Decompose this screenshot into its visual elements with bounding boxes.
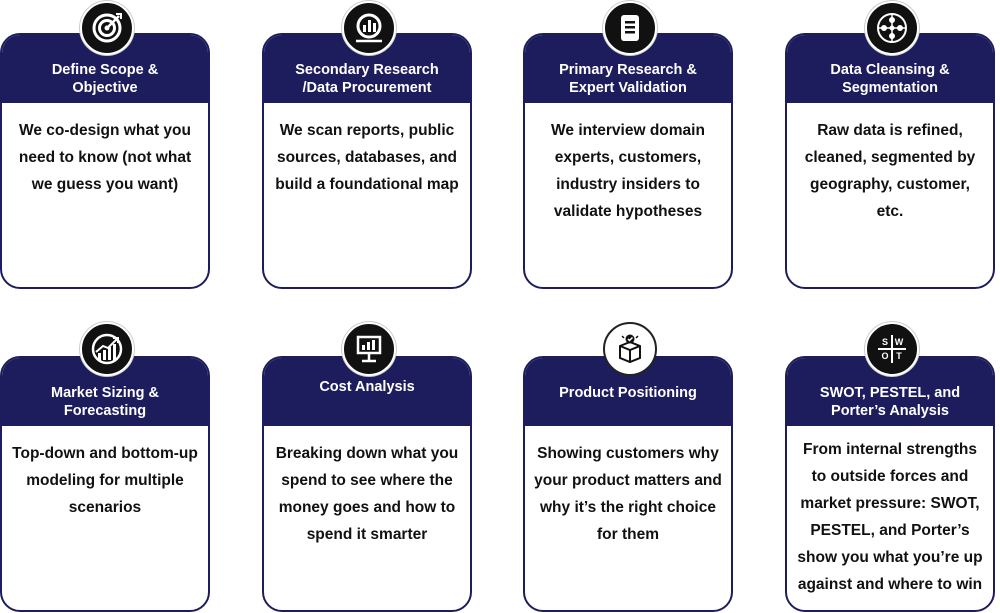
card-text: From internal strengths to outside forces and market pressure: SWOT, PESTEL, and Porter’s show you what you’re up against and where to win (797, 441, 983, 593)
growth-chart-icon (80, 322, 134, 376)
card-title: Cost Analysis (319, 379, 415, 395)
swot-letter: S (881, 337, 889, 347)
product-box-icon (603, 322, 657, 376)
card-cost-analysis (262, 356, 472, 612)
document-icon (603, 1, 657, 55)
card-title: Primary Research & Expert Validation (559, 62, 697, 96)
card-define-scope (0, 33, 210, 289)
swot-grid-icon (865, 322, 919, 376)
card-text: Breaking down what you spend to see where the money goes and how to spend it smarter (275, 445, 459, 543)
card-title: Product Positioning (559, 385, 697, 401)
card-product-positioning (523, 356, 733, 612)
target-icon (80, 1, 134, 55)
chart-magnifier-icon (342, 1, 396, 55)
card-text: We scan reports, public sources, databases, and build a foundational map (275, 122, 459, 193)
card-title: Market Sizing & Forecasting (51, 385, 159, 419)
swot-letter: T (896, 351, 902, 361)
swot-letter: W (894, 337, 904, 347)
card-text: We interview domain experts, customers, industry insiders to validate hypotheses (551, 122, 705, 220)
card-text: We co-design what you need to know (not what we guess you want) (18, 122, 192, 193)
card-text: Raw data is refined, cleaned, segmented by geography, customer, etc. (804, 122, 976, 220)
presentation-board-icon (342, 322, 396, 376)
card-title: Secondary Research /Data Procurement (295, 62, 439, 96)
card-data-cleansing (785, 33, 995, 289)
segmentation-icon (865, 1, 919, 55)
card-market-sizing (0, 356, 210, 612)
card-title: Define Scope & Objective (51, 62, 159, 96)
card-swot-analysis (785, 356, 995, 612)
swot-letter: O (881, 351, 889, 361)
card-primary-research (523, 33, 733, 289)
card-title: SWOT, PESTEL, and Porter’s Analysis (819, 385, 961, 419)
card-text: Top-down and bottom-up modeling for multiple scenarios (12, 445, 198, 516)
card-text: Showing customers why your product matters and why it’s the right choice for them (534, 445, 722, 543)
card-title: Data Cleansing & Segmentation (830, 62, 950, 96)
card-secondary-research (262, 33, 472, 289)
